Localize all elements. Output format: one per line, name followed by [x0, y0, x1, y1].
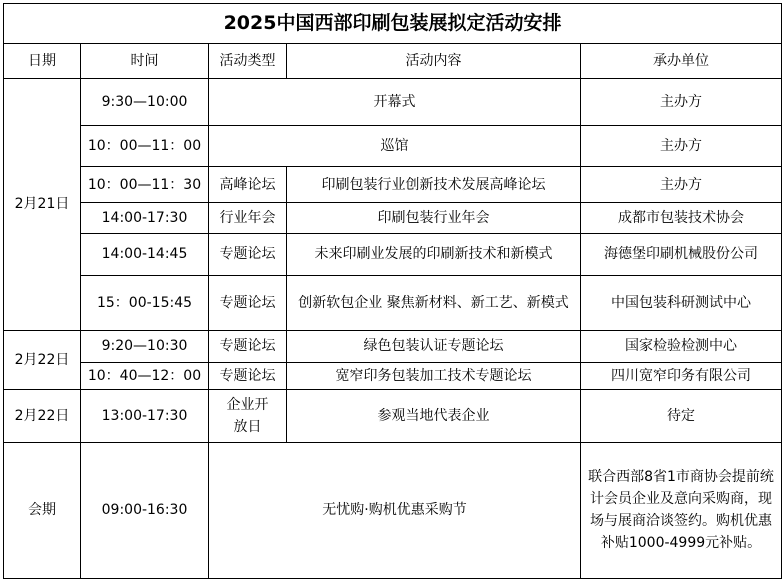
content-cell: 创新软包企业 聚焦新材料、新工艺、新模式 [287, 275, 581, 330]
date-cell: 2月22日 [4, 389, 81, 442]
header-type: 活动类型 [209, 43, 287, 79]
time-cell: 9:30—10:00 [81, 79, 209, 126]
content-cell: 未来印刷业发展的印刷新技术和新模式 [287, 233, 581, 275]
org-cell: 主办方 [581, 79, 782, 126]
content-cell: 绿色包装认证专题论坛 [287, 330, 581, 363]
time-cell: 09:00-16:30 [81, 442, 209, 578]
date-cell: 会期 [4, 442, 81, 578]
time-cell: 15：00-15:45 [81, 275, 209, 330]
header-org: 承办单位 [581, 43, 782, 79]
time-cell: 9:20—10:30 [81, 330, 209, 363]
time-cell: 10：00—11：30 [81, 166, 209, 203]
header-time: 时间 [81, 43, 209, 79]
org-cell: 联合西部8省1市商协会提前统计会员企业及意向采购商，现场与展商洽谈签约。购机优惠补贴1000-4999元补贴。 [581, 442, 782, 578]
org-cell: 主办方 [581, 126, 782, 167]
org-cell: 成都市包装技术协会 [581, 203, 782, 234]
header-content: 活动内容 [287, 43, 581, 79]
content-cell: 无忧购·购机优惠采购节 [209, 442, 581, 578]
org-cell: 海德堡印刷机械股份公司 [581, 233, 782, 275]
table-row [4, 233, 782, 275]
content-cell: 印刷包装行业创新技术发展高峰论坛 [287, 166, 581, 203]
date-cell: 2月22日 [4, 330, 81, 389]
type-cell: 专题论坛 [209, 275, 287, 330]
time-cell: 10：40—12：00 [81, 363, 209, 389]
time-cell: 14:00-14:45 [81, 233, 209, 275]
type-cell: 企业开放日 [209, 389, 287, 442]
date-cell: 2月21日 [4, 79, 81, 330]
time-cell: 14:00-17:30 [81, 203, 209, 234]
org-cell: 中国包装科研测试中心 [581, 275, 782, 330]
table-row [4, 203, 782, 234]
type-cell: 行业年会 [209, 203, 287, 234]
table-row [4, 330, 782, 363]
table-row [4, 363, 782, 389]
content-cell: 参观当地代表企业 [287, 389, 581, 442]
type-cell: 高峰论坛 [209, 166, 287, 203]
type-cell: 专题论坛 [209, 363, 287, 389]
table-row [4, 126, 782, 167]
header-row [4, 43, 782, 79]
time-cell: 13:00-17:30 [81, 389, 209, 442]
content-cell: 宽窄印务包装加工技术专题论坛 [287, 363, 581, 389]
table-row [4, 275, 782, 330]
content-cell: 巡馆 [209, 126, 581, 167]
org-cell: 待定 [581, 389, 782, 442]
time-cell: 10：00—11：00 [81, 126, 209, 167]
org-cell: 四川宽窄印务有限公司 [581, 363, 782, 389]
content-cell: 开幕式 [209, 79, 581, 126]
org-cell: 主办方 [581, 166, 782, 203]
type-cell: 专题论坛 [209, 330, 287, 363]
type-cell: 专题论坛 [209, 233, 287, 275]
table-row [4, 79, 782, 126]
table-row [4, 166, 782, 203]
content-cell: 印刷包装行业年会 [287, 203, 581, 234]
header-date: 日期 [4, 43, 81, 79]
table-title: 2025中国西部印刷包装展拟定活动安排 [4, 4, 782, 44]
table-row [4, 389, 782, 442]
schedule-table [3, 3, 782, 579]
table-row [4, 442, 782, 578]
org-cell: 国家检验检测中心 [581, 330, 782, 363]
